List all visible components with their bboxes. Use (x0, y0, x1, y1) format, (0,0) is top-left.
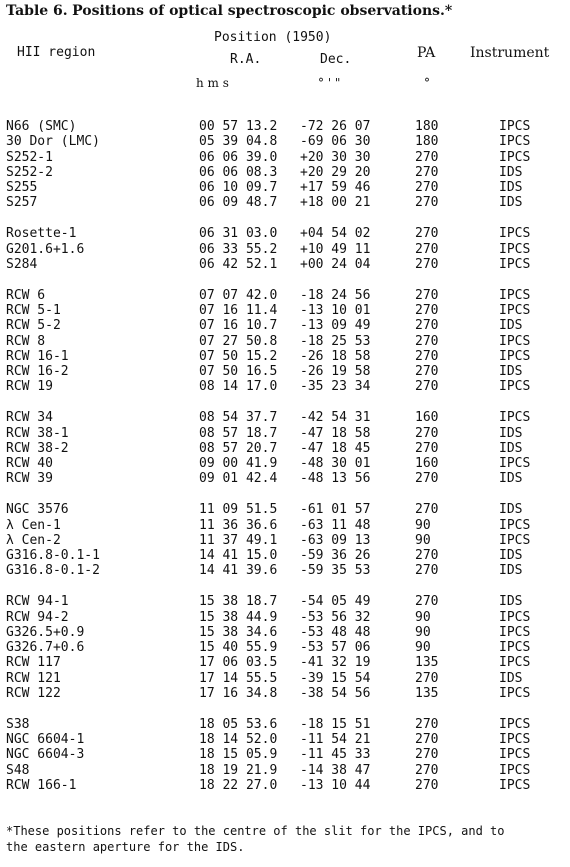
pa-cell: 270 (415, 379, 439, 395)
instrument-cell: IPCS (499, 333, 531, 349)
ra-cell: 18 14 52.0 (199, 732, 278, 748)
region-cell: S252-1 (6, 149, 53, 165)
table-row (0, 180, 570, 195)
instrument-cell: IDS (499, 502, 523, 518)
pa-cell: 270 (415, 180, 439, 196)
instrument-cell: IPCS (499, 410, 531, 426)
dec-cell: +20 30 30 (300, 149, 371, 165)
table-row (0, 379, 570, 394)
pa-cell: 270 (415, 333, 439, 349)
table-row (0, 778, 570, 793)
header-region: HII region (17, 45, 96, 60)
ra-cell: 06 42 52.1 (199, 256, 278, 272)
instrument-cell: IPCS (499, 379, 531, 395)
pa-cell: 270 (415, 762, 439, 778)
ra-cell: 14 41 39.6 (199, 563, 278, 579)
row-group (0, 288, 570, 395)
ra-cell: 06 06 08.3 (199, 164, 278, 180)
region-cell: G316.8-0.1-2 (6, 563, 100, 579)
region-cell: S257 (6, 195, 38, 211)
dec-cell: -18 25 53 (300, 333, 371, 349)
instrument-cell: IPCS (499, 517, 531, 533)
ra-cell: 14 41 15.0 (199, 548, 278, 564)
dec-cell: +10 49 11 (300, 241, 371, 257)
table-row (0, 471, 570, 486)
dec-cell: -13 09 49 (300, 318, 371, 334)
table-row (0, 226, 570, 241)
ra-cell: 09 01 42.4 (199, 471, 278, 487)
ra-cell: 08 57 18.7 (199, 425, 278, 441)
instrument-cell: IDS (499, 440, 523, 456)
table-row (0, 318, 570, 333)
dec-cell: -47 18 58 (300, 425, 371, 441)
ra-cell: 17 16 34.8 (199, 686, 278, 701)
dec-cell: -38 54 56 (300, 686, 371, 701)
region-cell: RCW 34 (6, 410, 53, 426)
region-cell: RCW 5-1 (6, 302, 61, 318)
dec-cell: +20 29 20 (300, 164, 371, 180)
pa-cell: 270 (415, 594, 439, 610)
table-row (0, 165, 570, 180)
ra-cell: 07 16 10.7 (199, 318, 278, 334)
dec-cell: -59 36 26 (300, 548, 371, 564)
pa-cell: 270 (415, 471, 439, 487)
table-row (0, 334, 570, 349)
instrument-cell: IDS (499, 548, 523, 564)
region-cell: RCW 166-1 (6, 777, 77, 793)
region-cell: RCW 121 (6, 670, 61, 686)
ra-cell: 06 09 48.7 (199, 195, 278, 211)
dec-units: ° ' " (318, 76, 341, 90)
table-row (0, 594, 570, 609)
table-footnote: *These positions refer to the centre of the slit for the IPCS, and to the eastern aperture for the IDS. (6, 824, 505, 854)
dec-cell: -47 18 45 (300, 440, 371, 456)
ra-cell: 05 39 04.8 (199, 134, 278, 150)
instrument-cell: IDS (499, 471, 523, 487)
pa-cell: 135 (415, 655, 439, 671)
region-cell: RCW 19 (6, 379, 53, 395)
dec-cell: -11 54 21 (300, 732, 371, 748)
region-cell: RCW 122 (6, 686, 61, 701)
dec-cell: -53 48 48 (300, 624, 371, 640)
table-caption: Positions of optical spectroscopic observations.* (72, 3, 453, 19)
dec-cell: -39 15 54 (300, 670, 371, 686)
region-cell: S255 (6, 180, 38, 196)
ra-cell: 07 07 42.0 (199, 287, 278, 303)
header-position: Position (1950) (214, 30, 332, 45)
table-row (0, 288, 570, 303)
instrument-cell: IDS (499, 195, 523, 211)
dec-cell: -26 18 58 (300, 348, 371, 364)
ra-cell: 18 19 21.9 (199, 762, 278, 778)
pa-cell: 160 (415, 410, 439, 426)
instrument-cell: IPCS (499, 640, 531, 656)
region-cell: RCW 16-2 (6, 364, 69, 380)
instrument-cell: IPCS (499, 456, 531, 472)
dec-cell: -72 26 07 (300, 119, 371, 134)
pa-cell: 90 (415, 517, 431, 533)
instrument-cell: IDS (499, 594, 523, 610)
region-cell: RCW 8 (6, 333, 46, 349)
instrument-cell: IPCS (499, 777, 531, 793)
ra-cell: 18 15 05.9 (199, 747, 278, 763)
dec-cell: -42 54 31 (300, 410, 371, 426)
instrument-cell: IPCS (499, 119, 531, 134)
ra-cell: 11 37 49.1 (199, 532, 278, 548)
dec-cell: -48 30 01 (300, 456, 371, 472)
instrument-cell: IDS (499, 425, 523, 441)
region-cell: NGC 3576 (6, 502, 69, 518)
instrument-cell: IPCS (499, 624, 531, 640)
region-cell: S48 (6, 762, 30, 778)
pa-cell: 180 (415, 119, 439, 134)
table-row (0, 456, 570, 471)
table-row (0, 610, 570, 625)
pa-cell: 270 (415, 425, 439, 441)
table-row (0, 640, 570, 655)
instrument-cell: IDS (499, 164, 523, 180)
region-cell: G326.7+0.6 (6, 640, 85, 656)
ra-cell: 07 27 50.8 (199, 333, 278, 349)
region-cell: RCW 38-1 (6, 425, 69, 441)
instrument-cell: IPCS (499, 609, 531, 625)
row-group (0, 226, 570, 272)
ra-cell: 11 09 51.5 (199, 502, 278, 518)
table-title (6, 3, 452, 19)
row-group (0, 410, 570, 486)
instrument-cell: IPCS (499, 302, 531, 318)
pa-cell: 270 (415, 318, 439, 334)
pa-cell: 270 (415, 149, 439, 165)
table-row (0, 364, 570, 379)
table-row (0, 548, 570, 563)
instrument-cell: IPCS (499, 732, 531, 748)
ra-cell: 15 38 34.6 (199, 624, 278, 640)
dec-cell: -59 35 53 (300, 563, 371, 579)
dec-cell: -53 57 06 (300, 640, 371, 656)
ra-units: h m s (196, 76, 229, 90)
instrument-cell: IPCS (499, 226, 531, 242)
instrument-cell: IPCS (499, 655, 531, 671)
table-label: Table 6. (6, 3, 68, 19)
dec-cell: -53 56 32 (300, 609, 371, 625)
pa-cell: 270 (415, 563, 439, 579)
table-row (0, 150, 570, 165)
ra-cell: 00 57 13.2 (199, 119, 278, 134)
pa-cell: 160 (415, 456, 439, 472)
region-cell: G316.8-0.1-1 (6, 548, 100, 564)
region-cell: S38 (6, 716, 30, 732)
dec-cell: -35 23 34 (300, 379, 371, 395)
region-cell: N66 (SMC) (6, 119, 77, 134)
ra-cell: 11 36 36.6 (199, 517, 278, 533)
pa-cell: 270 (415, 777, 439, 793)
pa-cell: 270 (415, 226, 439, 242)
region-cell: λ Cen-2 (6, 532, 61, 548)
region-cell: RCW 16-1 (6, 348, 69, 364)
instrument-cell: IPCS (499, 532, 531, 548)
dec-cell: -63 11 48 (300, 517, 371, 533)
row-group (0, 119, 570, 211)
region-cell: RCW 5-2 (6, 318, 61, 334)
dec-cell: -48 13 56 (300, 471, 371, 487)
table-row (0, 671, 570, 686)
ra-cell: 15 38 44.9 (199, 609, 278, 625)
instrument-cell: IDS (499, 670, 523, 686)
table-row (0, 747, 570, 762)
row-group (0, 594, 570, 701)
table-row (0, 686, 570, 701)
table-row (0, 242, 570, 257)
ra-cell: 08 54 37.7 (199, 410, 278, 426)
instrument-cell: IPCS (499, 149, 531, 165)
pa-cell: 270 (415, 287, 439, 303)
dec-cell: -11 45 33 (300, 747, 371, 763)
ra-cell: 18 05 53.6 (199, 716, 278, 732)
dec-cell: -54 05 49 (300, 594, 371, 610)
table-row (0, 518, 570, 533)
pa-cell: 135 (415, 686, 439, 701)
region-cell: RCW 40 (6, 456, 53, 472)
pa-cell: 270 (415, 670, 439, 686)
region-cell: RCW 94-1 (6, 594, 69, 610)
region-cell: S252-2 (6, 164, 53, 180)
table-row (0, 349, 570, 364)
pa-cell: 180 (415, 134, 439, 150)
dec-cell: -14 38 47 (300, 762, 371, 778)
ra-cell: 09 00 41.9 (199, 456, 278, 472)
table-row (0, 426, 570, 441)
table-row (0, 763, 570, 778)
pa-cell: 270 (415, 747, 439, 763)
dec-cell: -41 32 19 (300, 655, 371, 671)
region-cell: Rosette-1 (6, 226, 77, 242)
ra-cell: 07 16 11.4 (199, 302, 278, 318)
instrument-cell: IPCS (499, 287, 531, 303)
dec-cell: -69 06 30 (300, 134, 371, 150)
ra-cell: 17 06 03.5 (199, 655, 278, 671)
pa-units: ° (424, 76, 430, 90)
header-pa: PA (417, 45, 436, 61)
pa-cell: 270 (415, 164, 439, 180)
header-instrument: Instrument (470, 45, 550, 61)
table-row (0, 119, 570, 134)
instrument-cell: IPCS (499, 256, 531, 272)
table-row (0, 441, 570, 456)
table-row (0, 195, 570, 210)
table-row (0, 410, 570, 425)
pa-cell: 270 (415, 440, 439, 456)
dec-cell: +18 00 21 (300, 195, 371, 211)
region-cell: G201.6+1.6 (6, 241, 85, 257)
pa-cell: 270 (415, 364, 439, 380)
ra-cell: 15 38 18.7 (199, 594, 278, 610)
ra-cell: 06 33 55.2 (199, 241, 278, 257)
region-cell: RCW 94-2 (6, 609, 69, 625)
pa-cell: 270 (415, 548, 439, 564)
pa-cell: 270 (415, 502, 439, 518)
instrument-cell: IDS (499, 318, 523, 334)
pa-cell: 270 (415, 732, 439, 748)
dec-cell: -26 19 58 (300, 364, 371, 380)
region-cell: NGC 6604-1 (6, 732, 85, 748)
ra-cell: 15 40 55.9 (199, 640, 278, 656)
table-row (0, 134, 570, 149)
region-cell: RCW 38-2 (6, 440, 69, 456)
table-row (0, 717, 570, 732)
pa-cell: 270 (415, 716, 439, 732)
ra-cell: 07 50 16.5 (199, 364, 278, 380)
ra-cell: 18 22 27.0 (199, 777, 278, 793)
ra-cell: 08 57 20.7 (199, 440, 278, 456)
dec-cell: -18 24 56 (300, 287, 371, 303)
pa-cell: 90 (415, 640, 431, 656)
table-row (0, 257, 570, 272)
dec-cell: -18 15 51 (300, 716, 371, 732)
pa-cell: 270 (415, 256, 439, 272)
table-row (0, 303, 570, 318)
instrument-cell: IDS (499, 563, 523, 579)
region-cell: λ Cen-1 (6, 517, 61, 533)
table-row (0, 502, 570, 517)
instrument-cell: IPCS (499, 134, 531, 150)
table-row (0, 533, 570, 548)
ra-cell: 06 06 39.0 (199, 149, 278, 165)
instrument-cell: IPCS (499, 348, 531, 364)
region-cell: RCW 117 (6, 655, 61, 671)
region-cell: NGC 6604-3 (6, 747, 85, 763)
region-cell: 30 Dor (LMC) (6, 134, 100, 150)
dec-cell: +17 59 46 (300, 180, 371, 196)
header-ra: R.A. (230, 52, 262, 67)
dec-cell: -13 10 01 (300, 302, 371, 318)
pa-cell: 90 (415, 532, 431, 548)
pa-cell: 270 (415, 302, 439, 318)
dec-cell: -63 09 13 (300, 532, 371, 548)
pa-cell: 270 (415, 195, 439, 211)
dec-cell: +00 24 04 (300, 256, 371, 272)
dec-cell: -13 10 44 (300, 777, 371, 793)
region-cell: S284 (6, 256, 38, 272)
instrument-cell: IPCS (499, 241, 531, 257)
table-row (0, 655, 570, 670)
row-group (0, 717, 570, 793)
instrument-cell: IDS (499, 180, 523, 196)
dec-cell: -61 01 57 (300, 502, 371, 518)
table-row (0, 732, 570, 747)
instrument-cell: IDS (499, 364, 523, 380)
ra-cell: 06 10 09.7 (199, 180, 278, 196)
region-cell: G326.5+0.9 (6, 624, 85, 640)
region-cell: RCW 39 (6, 471, 53, 487)
instrument-cell: IPCS (499, 686, 531, 701)
ra-cell: 17 14 55.5 (199, 670, 278, 686)
instrument-cell: IPCS (499, 716, 531, 732)
ra-cell: 07 50 15.2 (199, 348, 278, 364)
table-row (0, 563, 570, 578)
region-cell: RCW 6 (6, 287, 46, 303)
dec-cell: +04 54 02 (300, 226, 371, 242)
ra-cell: 08 14 17.0 (199, 379, 278, 395)
instrument-cell: IPCS (499, 762, 531, 778)
pa-cell: 90 (415, 609, 431, 625)
pa-cell: 270 (415, 348, 439, 364)
table-body (0, 119, 570, 809)
table-row (0, 625, 570, 640)
instrument-cell: IPCS (499, 747, 531, 763)
pa-cell: 270 (415, 241, 439, 257)
row-group (0, 502, 570, 578)
header-dec: Dec. (320, 52, 352, 67)
ra-cell: 06 31 03.0 (199, 226, 278, 242)
pa-cell: 90 (415, 624, 431, 640)
